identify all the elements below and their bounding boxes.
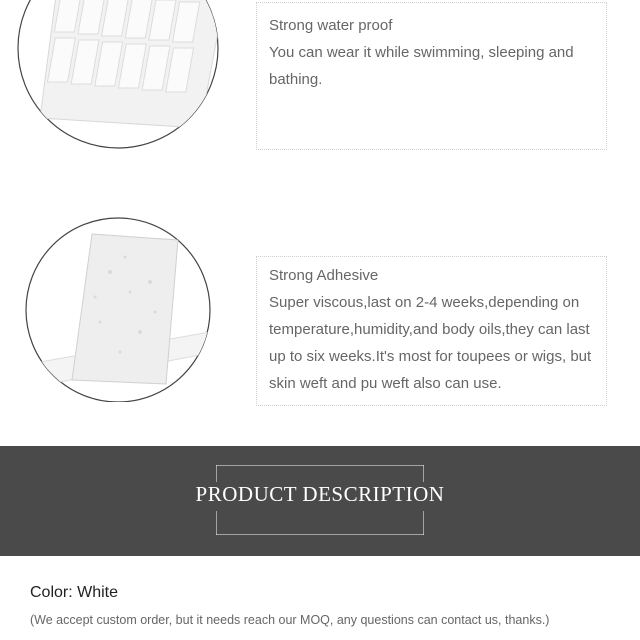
tape-strips-image — [0, 0, 230, 160]
feature-title: Strong water proof — [269, 17, 393, 34]
banner-title-text: PRODUCT DESCRIPTION — [188, 482, 453, 506]
tape-piece-image — [0, 212, 230, 402]
feature-text: Super viscous,last on 2-4 weeks,depending on temperature,humidity,and body oils,they can last up to six weeks.It's most for toupees or wigs, but skin weft and pu weft also can use. — [269, 294, 592, 392]
feature-text: You can wear it while swimming, sleeping and bathing. — [269, 44, 574, 88]
tape-piece-illustration — [0, 212, 230, 402]
tape-strips-illustration — [0, 0, 230, 160]
feature-card-waterproof — [256, 2, 607, 150]
product-color: Color: White — [30, 584, 119, 601]
product-description-banner — [0, 446, 640, 556]
feature-title: Strong Adhesive — [269, 267, 379, 284]
banner-title — [0, 482, 640, 507]
custom-order-note: (We accept custom order, but it needs reach our MOQ, any questions can contact us, thanks.) — [30, 613, 550, 627]
feature-card-adhesive — [256, 256, 607, 406]
